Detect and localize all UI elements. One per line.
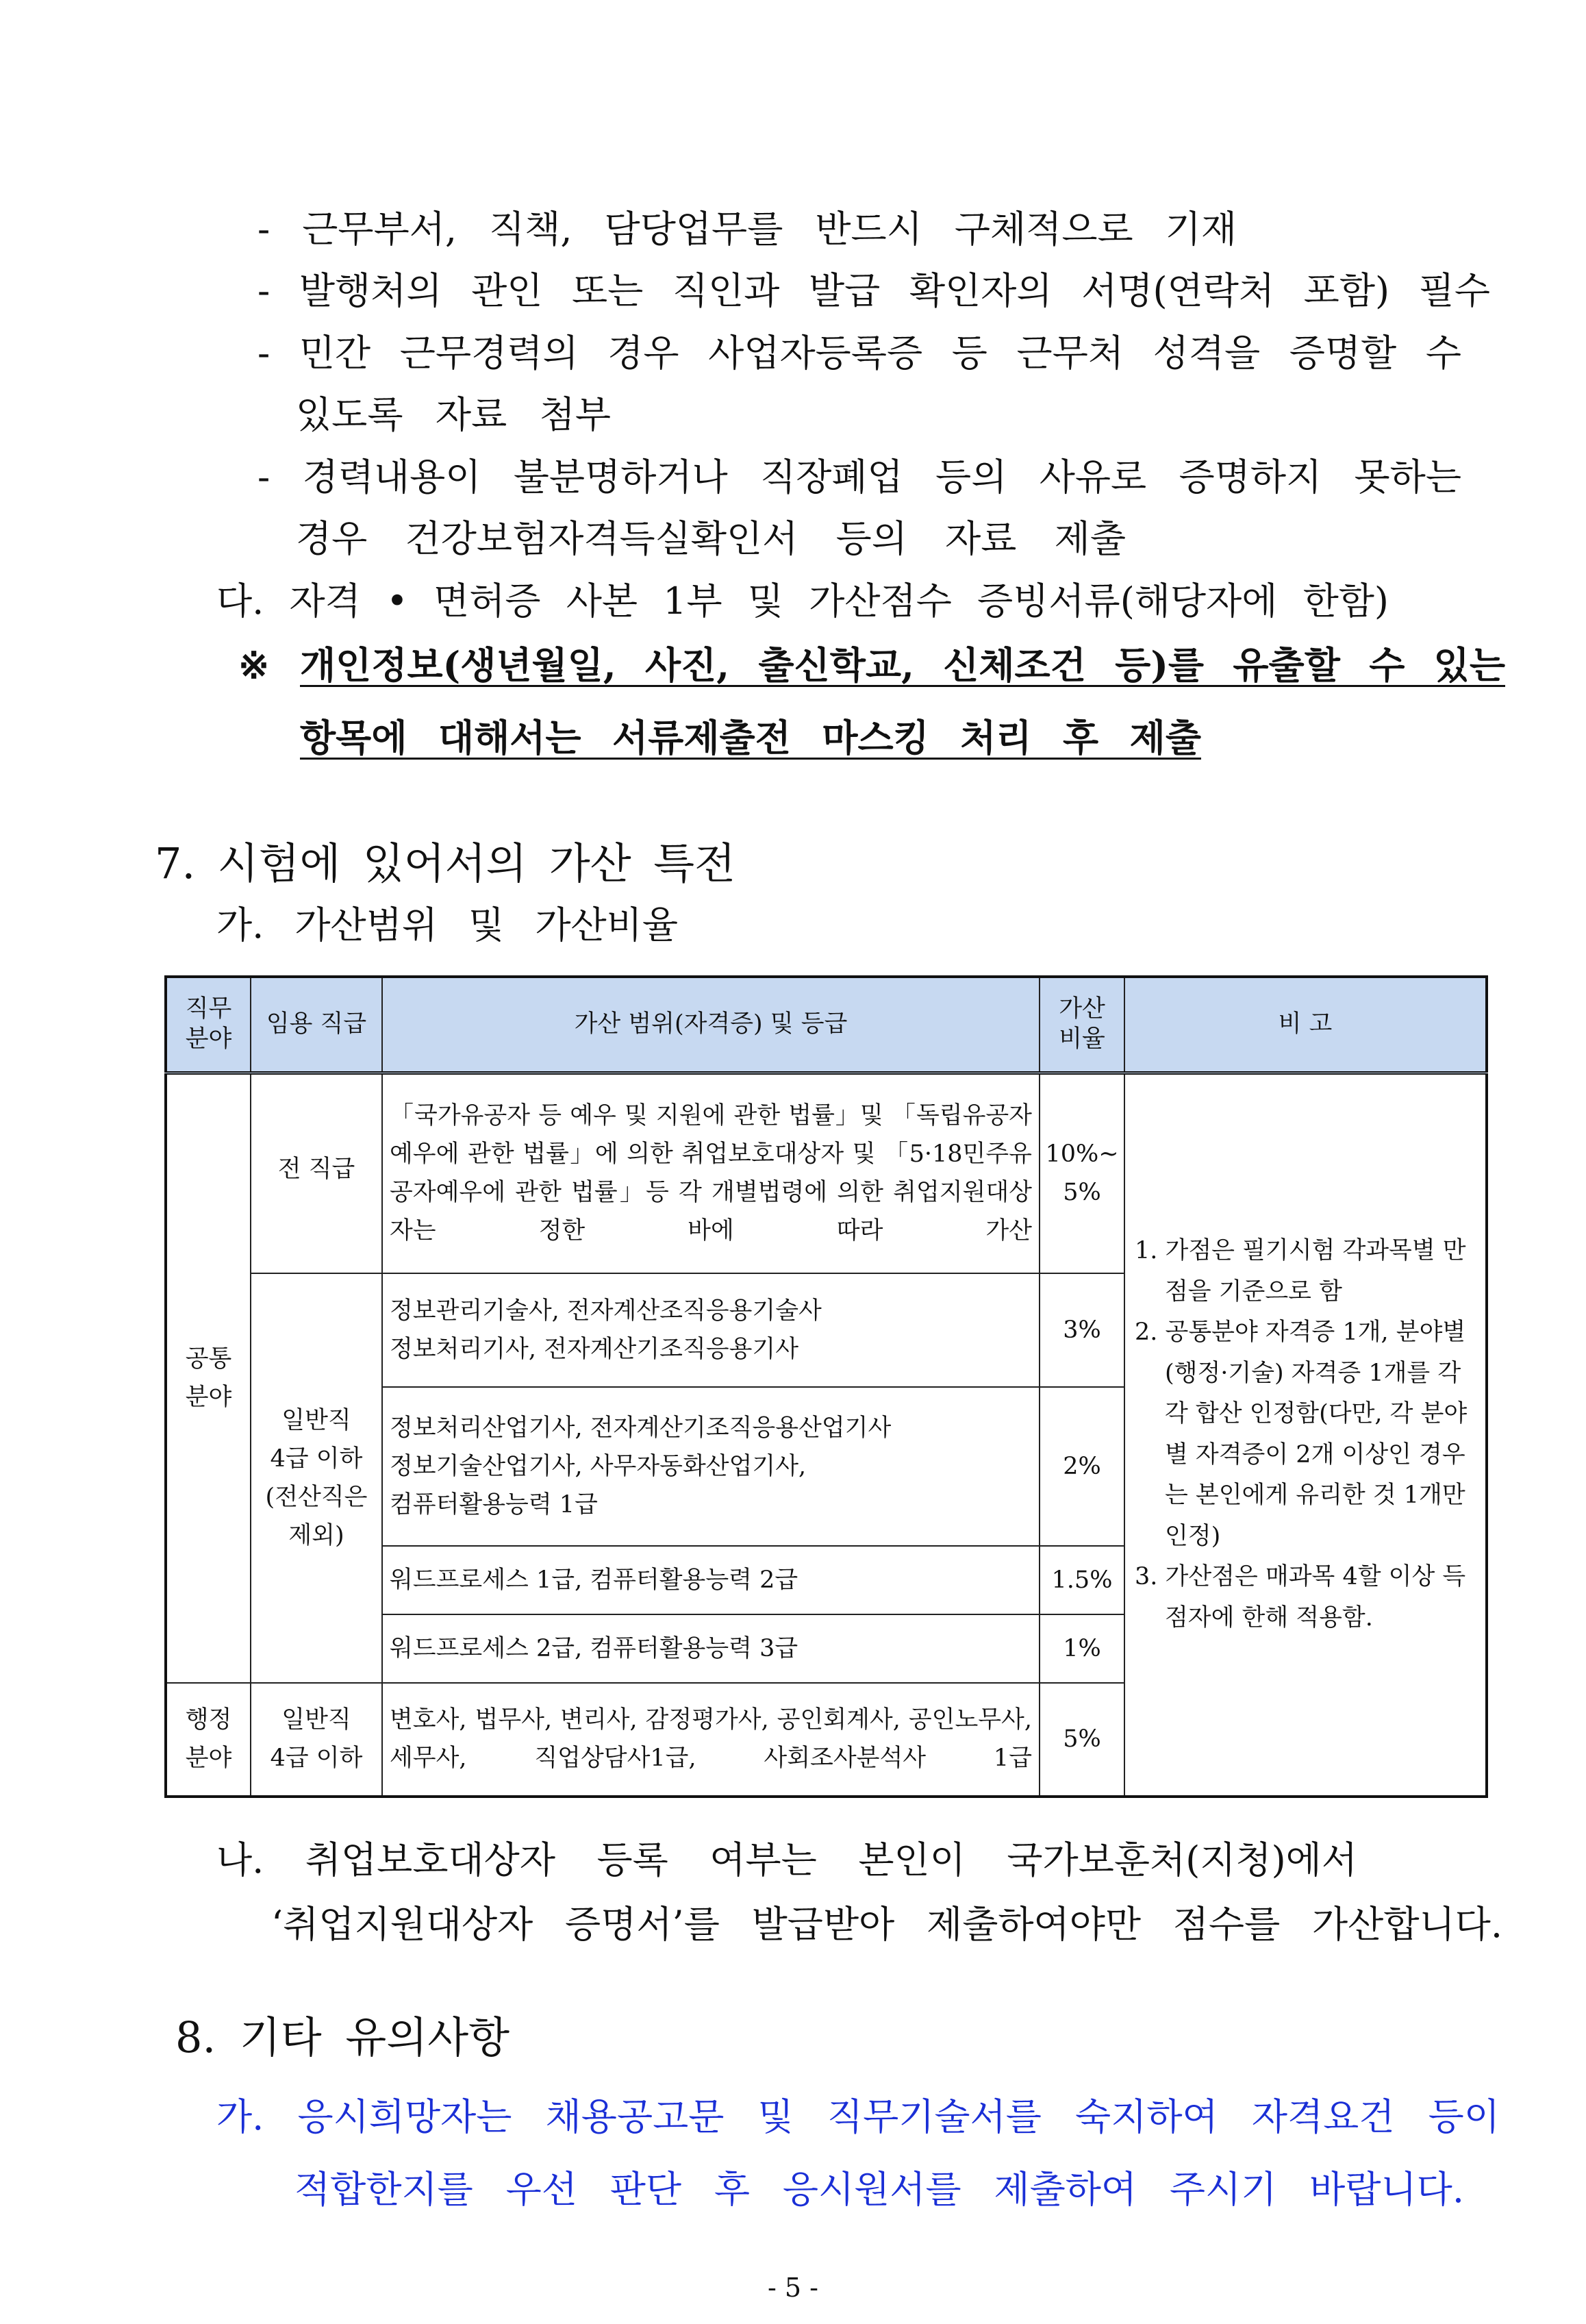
bullet-private-career-cont: 있도록 자료 첨부 [296,393,611,436]
bullet-unclear-career-cont: 경우 건강보험자격득실확인서 등의 자료 제출 [296,517,1126,560]
section7-sub-na-line2: ‘취업지원대상자 증명서’를 발급받아 제출하여야만 점수를 가산합니다. [271,1903,1502,1946]
section7-heading: 7. 시험에 있어서의 가산 특전 [155,838,735,888]
cell-ratio-admin: 5% [1040,1683,1124,1797]
cell-ratio-15: 1.5% [1040,1546,1124,1614]
bonus-points-table [164,975,1488,1798]
header-scope: 가산 범위(자격증) 및 등급 [382,977,1040,1073]
remark-2: 2. 공통분야 자격증 1개, 분야별(행정·기술) 자격증 1개를 각각 합산 인정함(다만, 각 분야별 자격증이 2개 이상인 경우는 본인에게 유리한 것 1개만 인정) [1135,1319,1468,1550]
cell-grade-admin: 일반직 4급 이하 [251,1683,382,1797]
remark-1: 1. 가점은 필기시험 각과목별 만점을 기준으로 함 [1135,1237,1466,1305]
privacy-notice-line1: 개인정보(생년월일, 사진, 출신학교, 신체조건 등)를 유출할 수 있는 [300,643,1505,687]
cell-ratio-2: 2% [1040,1387,1124,1546]
section7-sub-ga: 가. 가산범위 및 가산비율 [216,903,678,947]
remark-3: 3. 가산점은 매과목 4할 이상 득점자에 한해 적용함. [1135,1563,1466,1632]
cell-field-admin: 행정 분야 [166,1683,251,1797]
header-ratio: 가산 비율 [1040,977,1124,1073]
notice-mark: ※ [238,643,270,687]
bullet-issuer-seal: - 발행처의 관인 또는 직인과 발급 확인자의 서명(연락처 포함) 필수 [257,269,1490,312]
page-number: - 5 - [767,2273,818,2303]
section8-heading: 8. 기타 유의사항 [175,2012,509,2062]
bullet-unclear-career: - 경력내용이 불분명하거나 직장폐업 등의 사유로 증명하지 못하는 [257,455,1461,499]
cell-remarks [1124,1073,1487,1797]
cell-ratio-veterans: 10%~ 5% [1040,1073,1124,1273]
section8-ga-line1: 가. 응시희망자는 채용공고문 및 직무기술서를 숙지하여 자격요건 등이 [216,2095,1500,2138]
cell-ratio-1: 1% [1040,1614,1124,1683]
cell-scope-tier1: 워드프로세스 2급, 컴퓨터활용능력 3급 [382,1614,1040,1683]
table-header-row [166,977,1487,1073]
table-row [166,1073,1487,1273]
section7-sub-na-line1: 나. 취업보호대상자 등록 여부는 본인이 국가보훈처(지청)에서 [216,1838,1357,1882]
cell-grade-all: 전 직급 [251,1073,382,1273]
cell-scope-admin: 변호사, 법무사, 변리사, 감정평가사, 공인회계사, 공인노무사, 세무사, 직업상담사1급, 사회조사분석사 1급 [382,1683,1040,1797]
cell-scope-veterans: 「국가유공자 등 예우 및 지원에 관한 법률」및 「독립유공자 예우에 관한 법률」에 의한 취업보호대상자 및 「5·18민주유공자예우에 관한 법률」등 각 개별법령에 의한 취업지원대상자는 정한 바에 따라 가산 [382,1073,1040,1273]
header-remarks: 비 고 [1124,977,1487,1073]
cell-scope-tier15: 워드프로세스 1급, 컴퓨터활용능력 2급 [382,1546,1040,1614]
header-grade: 임용 직급 [251,977,382,1073]
bullet-department: - 근무부서, 직책, 담당업무를 반드시 구체적으로 기재 [257,208,1237,251]
section8-ga-line2: 적합한지를 우선 판단 후 응시원서를 제출하여 주시기 바랍니다. [294,2168,1464,2211]
cell-field-common: 공통 분야 [166,1073,251,1683]
cell-grade-general: 일반직 4급 이하 (전산직은 제외) [251,1273,382,1683]
cell-scope-tier2: 정보처리산업기사, 전자계산기조직응용산업기사 정보기술산업기사, 사무자동화산업기사, 컴퓨터활용능력 1급 [382,1387,1040,1546]
privacy-notice-line2: 항목에 대해서는 서류제출전 마스킹 처리 후 제출 [300,716,1201,760]
header-field: 직무 분야 [166,977,251,1073]
bullet-private-career: - 민간 근무경력의 경우 사업자등록증 등 근무처 성격을 증명할 수 [257,332,1461,375]
item-da-license: 다. 자격 • 면허증 사본 1부 및 가산점수 증빙서류(해당자에 한함) [216,579,1389,623]
cell-scope-tier3: 정보관리기술사, 전자계산조직응용기술사 정보처리기사, 전자계산기조직응용기사 [382,1273,1040,1387]
cell-ratio-3: 3% [1040,1273,1124,1387]
